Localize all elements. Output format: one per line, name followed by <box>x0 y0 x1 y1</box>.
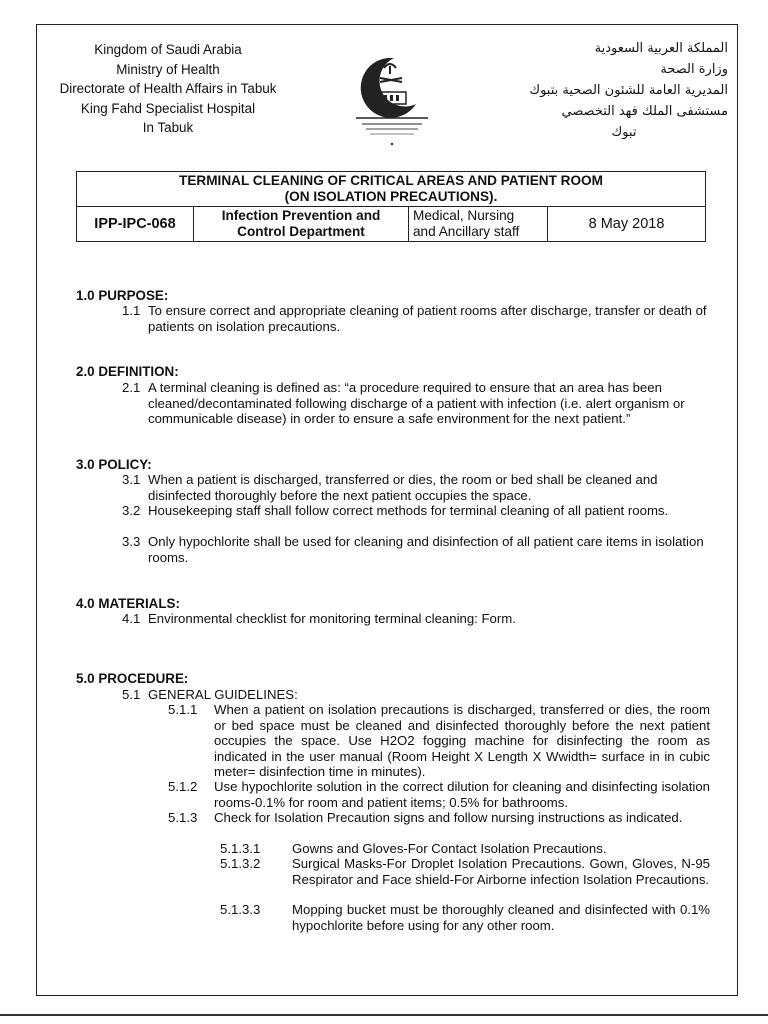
department-line-1: Infection Prevention and <box>221 208 381 223</box>
document-date: 8 May 2018 <box>548 207 706 242</box>
audience-line-1: Medical, Nursing <box>413 208 515 223</box>
list-item <box>122 611 712 627</box>
section-heading-procedure: 5.0 PROCEDURE: <box>76 671 189 686</box>
audience-line-2: and Ancillary staff <box>413 224 520 239</box>
item-text: GENERAL GUIDELINES: <box>148 687 298 702</box>
item-number: 5.1 <box>122 687 141 702</box>
section-heading-materials: 4.0 MATERIALS: <box>76 596 180 611</box>
item-text: Surgical Masks-For Droplet Isolation Precautions. Gown, Gloves, N-95 Respirator and Face shield-For Airborne infection Isolation Precautions. <box>292 856 710 887</box>
title-line-1: TERMINAL CLEANING OF CRITICAL AREAS AND PATIENT ROOM <box>179 173 603 188</box>
audience <box>409 207 548 242</box>
item-text: When a patient is discharged, transferred or dies, the room or bed shall be cleaned and disinfected thoroughly before the next patient occupies the space. <box>148 472 658 503</box>
item-text: To ensure correct and appropriate cleaning of patient rooms after discharge, transfer or death of patients on isolation precautions. <box>148 303 707 334</box>
item-number: 5.1.3.2 <box>220 856 261 871</box>
bottom-rule <box>0 1014 768 1016</box>
item-number: 4.1 <box>122 611 141 626</box>
list-item <box>122 503 712 519</box>
header-ar-line: المملكة العربية السعودية <box>594 41 728 56</box>
header-en-line: King Fahd Specialist Hospital <box>80 100 256 116</box>
item-text: A terminal cleaning is defined as: “a procedure required to ensure that an area has been cleaned/decontaminated following discharge of a patient with infection (i.e. alert organism or communicable disease) in order to ensure a safe environment for the next patient.” <box>148 380 685 426</box>
sub-sub-item <box>220 856 710 887</box>
list-item <box>122 472 712 503</box>
item-number: 5.1.3.3 <box>220 902 261 917</box>
sub-item <box>168 702 710 780</box>
list-item <box>122 303 712 334</box>
header-ar-line: المديرية العامة للشئون الصحية بتبوك <box>529 83 728 98</box>
sub-sub-item <box>220 841 710 857</box>
header-ar-line: وزارة الصحة <box>660 62 728 77</box>
item-text: Only hypochlorite shall be used for cleaning and disinfection of all patient care items in isolation rooms. <box>148 534 704 565</box>
item-text: Use hypochlorite solution in the correct dilution for cleaning and disinfecting isolation rooms-0.1% for room and patient items; 0.5% for bathrooms. <box>214 779 710 810</box>
item-number: 1.1 <box>122 303 141 318</box>
section-heading-definition: 2.0 DEFINITION: <box>76 364 179 379</box>
header-en-line: In Tabuk <box>142 120 194 135</box>
department <box>194 207 409 242</box>
header-arabic <box>520 38 728 143</box>
item-number: 3.1 <box>122 472 141 487</box>
list-item <box>122 534 712 565</box>
header-ar-line: مستشفى الملك فهد التخصصي <box>561 104 728 119</box>
sub-sub-item <box>220 902 710 933</box>
item-number: 5.1.2 <box>168 779 198 794</box>
item-text: Mopping bucket must be thoroughly cleaned and disinfected with 0.1% hypochlorite before using for any other room. <box>292 902 710 933</box>
item-text: Check for Isolation Precaution signs and follow nursing instructions as indicated. <box>214 810 683 825</box>
document-title <box>77 172 706 207</box>
item-number: 2.1 <box>122 380 141 395</box>
document-code: IPP-IPC-068 <box>77 207 194 242</box>
header-en-line: Ministry of Health <box>116 61 220 77</box>
item-text: Environmental checklist for monitoring terminal cleaning: Form. <box>148 611 516 626</box>
sub-item <box>168 779 710 810</box>
item-text: Gowns and Gloves-For Contact Isolation Precautions. <box>292 841 607 856</box>
document-title-table <box>76 171 706 242</box>
item-number: 3.3 <box>122 534 141 549</box>
header-en-line: Kingdom of Saudi Arabia <box>94 42 242 57</box>
section-heading-purpose: 1.0 PURPOSE: <box>76 288 169 303</box>
section-heading-policy: 3.0 POLICY: <box>76 457 152 472</box>
item-text: Housekeeping staff shall follow correct methods for terminal cleaning of all patient rooms. <box>148 503 669 518</box>
ministry-emblem-icon <box>350 46 434 150</box>
list-item <box>122 380 712 427</box>
list-item <box>122 687 712 703</box>
header-en-line: Directorate of Health Affairs in Tabuk <box>59 81 277 96</box>
item-number: 5.1.3 <box>168 810 198 825</box>
title-line-2: (ON ISOLATION PRECAUTIONS). <box>284 189 498 204</box>
sub-item <box>168 810 710 826</box>
item-number: 5.1.3.1 <box>220 841 261 856</box>
header-ar-line: تبوك <box>611 125 637 140</box>
department-line-2: Control Department <box>237 224 365 239</box>
item-number: 3.2 <box>122 503 141 518</box>
item-number: 5.1.1 <box>168 702 198 717</box>
header-english <box>44 40 292 138</box>
item-text: When a patient on isolation precautions is discharged, transferred or dies, the room or bed space must be cleaned and disinfected thoroughly before the next patient occupies the space. Use H2O2 fogging machine for disinfecting the room as indicated in the user manual (Room Height X Length X Wwidth= surface in in cubic meter= disinfection time in minutes). <box>214 702 710 779</box>
